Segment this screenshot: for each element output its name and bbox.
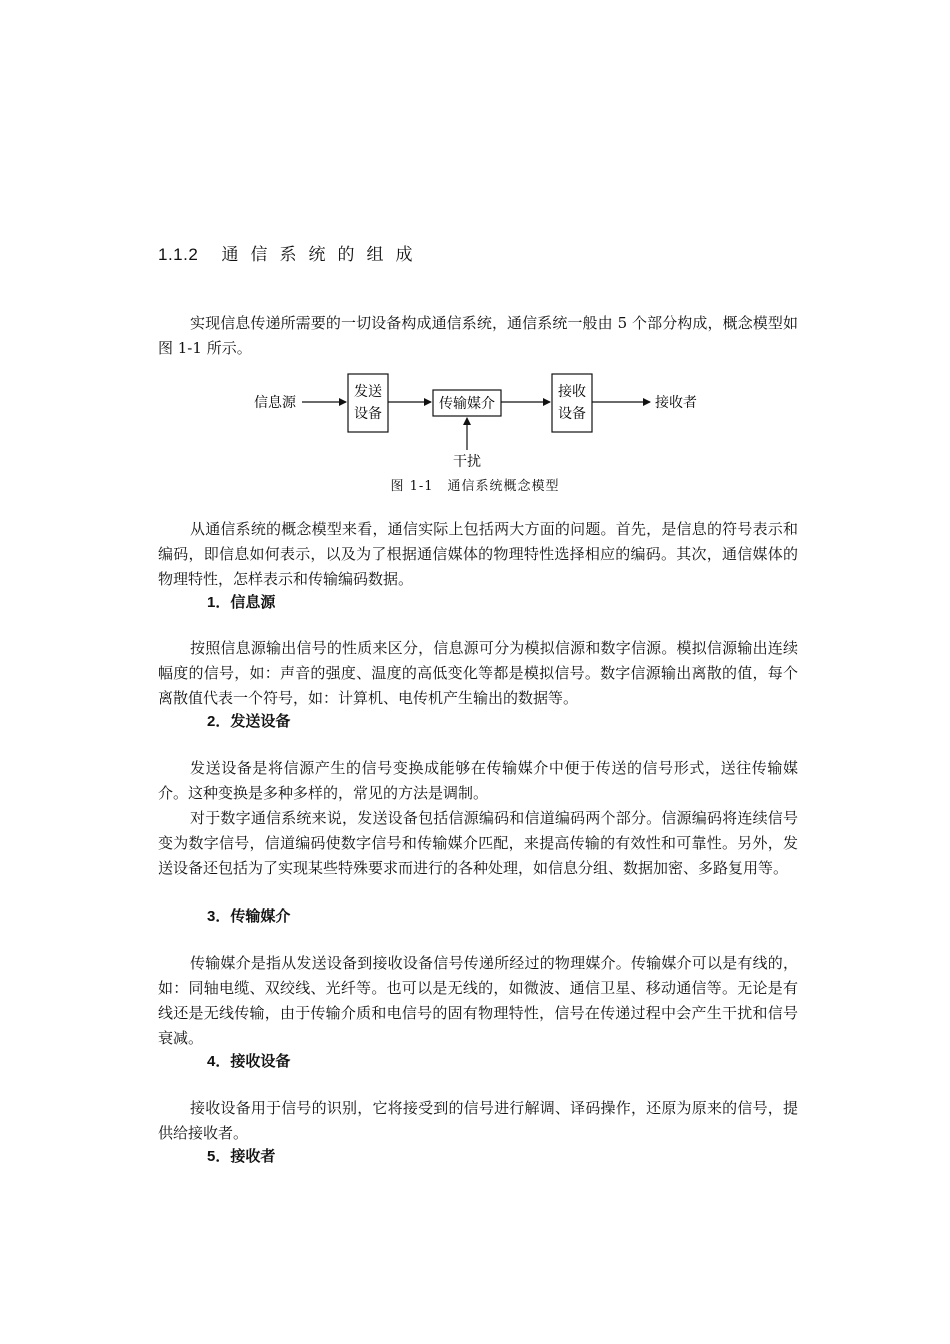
sender-label-2: 设备 [354, 406, 382, 422]
diagram-noise-label: 干扰 [453, 454, 481, 470]
sender-paragraph-2: 对于数字通信系统来说，发送设备包括信源编码和信道编码两个部分。信源编码将连续信号变为数字信号，信道编码使数字信号和传输媒介匹配，来提高传输的有效性和可靠性。另外，发送设备还包括为了实现某些特殊要求而进行的各种处理，如信息分组、数据加密、多路复用等。 [158, 809, 798, 877]
sender-label-1: 发送 [354, 384, 382, 400]
receiver-label-1: 接收 [558, 384, 586, 400]
sender-paragraph: 发送设备是将信源产生的信号变换成能够在传输媒介中便于传送的信号形式，送往传输媒介。这种变换是多种多样的，常见的方法是调制。 [158, 759, 798, 802]
communication-model-diagram [240, 366, 720, 476]
section-heading [158, 240, 425, 265]
sender-box [348, 374, 388, 432]
subheading-medium: 3．传输媒介 [207, 908, 291, 925]
intro-paragraph: 实现信息传递所需要的一切设备构成通信系统，通信系统一般由 5 个部分构成，概念模型如图 1-1 所示。 [158, 314, 798, 357]
diagram-sink-label: 接收者 [655, 395, 697, 411]
source-paragraph: 按照信息源输出信号的性质来区分，信息源可分为模拟信源和数字信源。模拟信源输出连续幅度的信号，如：声音的强度、温度的高低变化等都是模拟信号。数字信源输出离散的值，每个离散值代表一个符号，如：计算机、电传机产生输出的数据等。 [158, 639, 798, 707]
subheading-source: 1．信息源 [207, 594, 276, 611]
receiver-paragraph: 接收设备用于信号的识别，它将接受到的信号进行解调、译码操作，还原为原来的信号，提供给接收者。 [158, 1099, 798, 1142]
diagram-source-label: 信息源 [254, 395, 296, 411]
medium-paragraph: 传输媒介是指从发送设备到接收设备信号传递所经过的物理媒介。传输媒介可以是有线的，如：同轴电缆、双绞线、光纤等。也可以是无线的，如微波、通信卫星、移动通信等。无论是有线还是无线传输，由于传输介质和电信号的固有物理特性，信号在传递过程中会产生干扰和信号衰减。 [158, 954, 798, 1047]
subheading-receiver: 4．接收设备 [207, 1053, 291, 1070]
section-title: 通信系统的组成 [221, 245, 425, 264]
subheading-sender: 2．发送设备 [207, 713, 291, 730]
overview-paragraph: 从通信系统的概念模型来看，通信实际上包括两大方面的问题。首先，是信息的符号表示和编码，即信息如何表示，以及为了根据通信媒体的物理特性选择相应的编码。其次，通信媒体的物理特性，怎样表示和传输编码数据。 [158, 520, 798, 588]
subheading-sink: 5．接收者 [207, 1148, 276, 1165]
receiver-label-2: 设备 [558, 406, 586, 422]
figure-caption: 图 1-1 通信系统概念模型 [390, 479, 560, 494]
section-number: 1.1.2 [158, 245, 199, 264]
receiver-box [552, 374, 592, 432]
medium-label: 传输媒介 [439, 396, 495, 412]
